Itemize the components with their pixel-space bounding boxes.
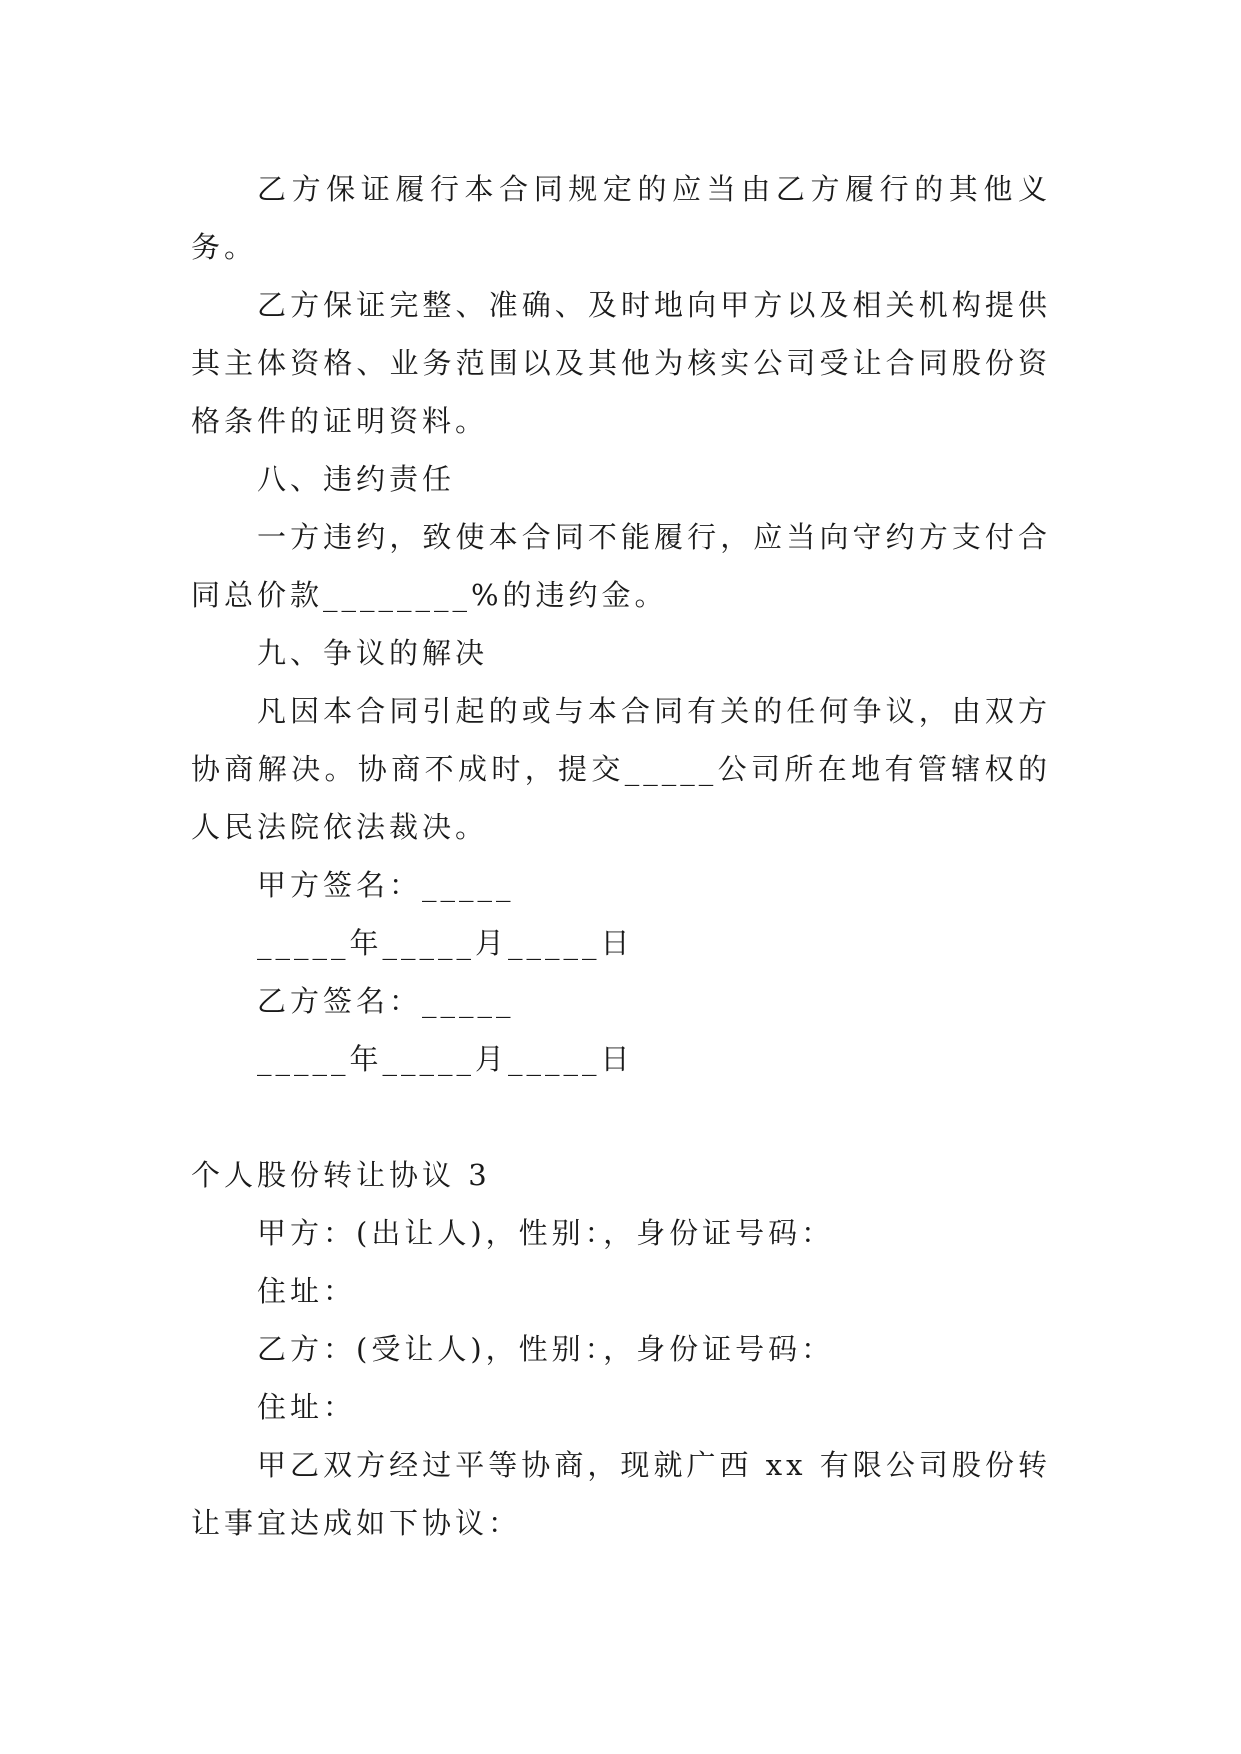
paragraph-other-obligations: 乙方保证履行本合同规定的应当由乙方履行的其他义务。 bbox=[191, 172, 1051, 264]
party-b-signature: 乙方签名：_____ bbox=[257, 984, 515, 1018]
heading-dispute-resolution: 九、争议的解决 bbox=[257, 636, 489, 670]
section-title: 个人股份转让协议 3 bbox=[191, 1158, 491, 1192]
party-a-date: _____年_____月_____日 bbox=[257, 926, 634, 960]
heading-breach-liability: 八、违约责任 bbox=[257, 462, 456, 496]
paragraph-agreement-intro: 甲乙双方经过平等协商，现就广西 xx 有限公司股份转让事宜达成如下协议： bbox=[191, 1448, 1051, 1540]
paragraph-penalty: 一方违约，致使本合同不能履行，应当向守约方支付合同总价款________%的违约金。 bbox=[191, 520, 1051, 612]
party-b-date: _____年_____月_____日 bbox=[257, 1042, 634, 1076]
section-spacer bbox=[191, 1088, 1051, 1146]
paragraph-qualification-documents: 乙方保证完整、准确、及时地向甲方以及相关机构提供其主体资格、业务范围以及其他为核实公司受让合同股份资格条件的证明资料。 bbox=[191, 288, 1051, 438]
document-body bbox=[191, 160, 1051, 1552]
party-b-info: 乙方：(受让人)，性别：，身份证号码： bbox=[257, 1332, 835, 1366]
party-a-signature: 甲方签名：_____ bbox=[257, 868, 515, 902]
party-a-address: 住址： bbox=[257, 1274, 357, 1308]
party-b-address: 住址： bbox=[257, 1390, 357, 1424]
paragraph-dispute: 凡因本合同引起的或与本合同有关的任何争议，由双方协商解决。协商不成时，提交_____公司所在地有管辖权的人民法院依法裁决。 bbox=[191, 694, 1051, 844]
party-a-info: 甲方：(出让人)，性别：，身份证号码： bbox=[257, 1216, 835, 1250]
